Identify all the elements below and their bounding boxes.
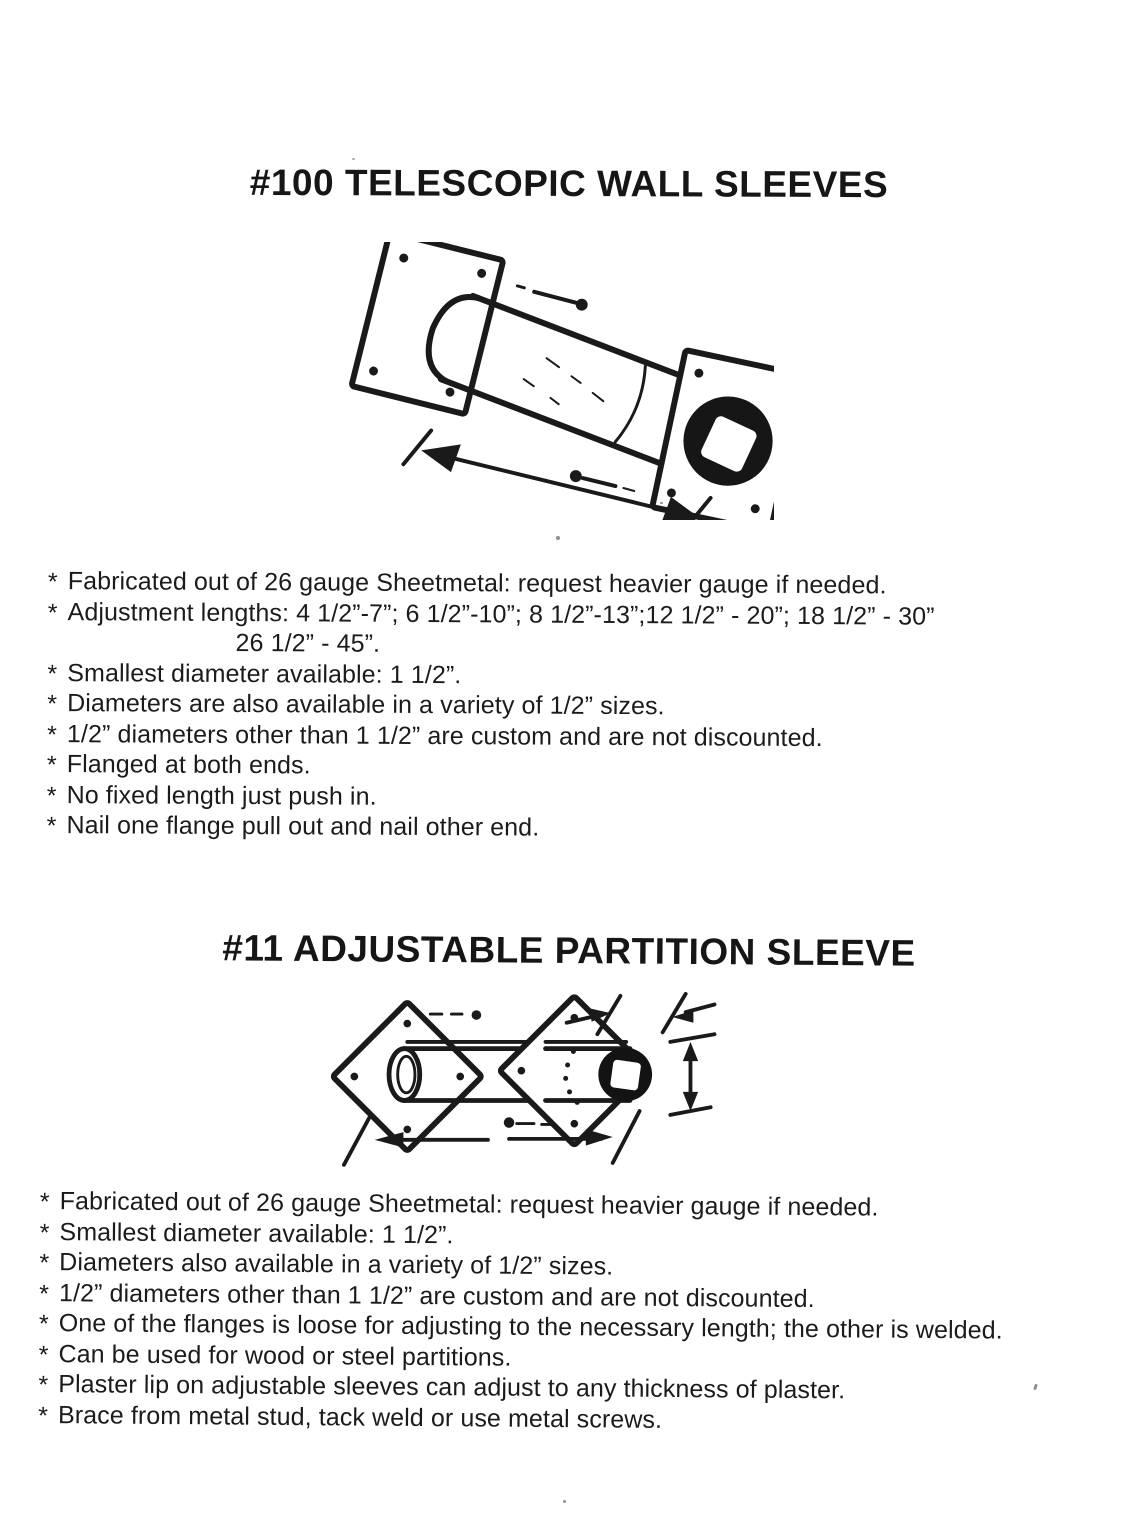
bullet-marker: * [47, 689, 58, 719]
bullet-marker: * [47, 659, 58, 688]
bullet-continuation-line [236, 628, 935, 662]
bullet-text: Smallest diameter available: 1 1/2”. [59, 1217, 454, 1249]
partition-sleeve-spec-list [38, 1186, 1004, 1438]
scan-speck [563, 1500, 566, 1503]
bullet-marker: * [38, 1370, 49, 1400]
bullet-marker: * [46, 811, 57, 841]
telescopic-wall-sleeve-drawing [338, 242, 774, 520]
bullet-marker: * [47, 598, 58, 627]
section-title-adjustable-partition-sleeve: #11 ADJUSTABLE PARTITION SLEEVE [222, 927, 916, 974]
bullet-marker: * [39, 1279, 50, 1308]
bullet-item [47, 810, 934, 845]
diameter-dimension-arrow [670, 1034, 714, 1115]
bullet-marker: * [46, 750, 57, 780]
bullet-text: Fabricated out of 26 gauge Sheetmetal: request heavier gauge if needed. [59, 1187, 879, 1222]
section-title-telescopic-wall-sleeves: #100 TELESCOPIC WALL SLEEVES [249, 161, 889, 206]
right-flange [652, 350, 774, 520]
bullet-marker: * [39, 1218, 50, 1247]
scan-speck [556, 536, 560, 540]
bullet-text: 26 1/2” - 45”. [235, 628, 381, 658]
bullet-item [47, 718, 934, 753]
scan-speck [1033, 1384, 1038, 1391]
bullet-marker: * [38, 1401, 49, 1430]
bullet-marker: * [38, 1340, 49, 1369]
telescopic-sleeve-illustration [338, 242, 774, 520]
bullet-item [47, 779, 934, 814]
bullet-text: Can be used for wood or steel partitions. [58, 1339, 512, 1372]
telescopic-sleeve-spec-list [47, 566, 935, 845]
sleeve-tube-assembly [338, 242, 774, 520]
screw-icon [517, 286, 587, 311]
bullet-text: Diameters are also available in a variety of 1/2” sizes. [67, 689, 665, 721]
bullet-text: Brace from metal stud, tack weld or use metal screws. [57, 1400, 663, 1434]
bullet-item [47, 657, 934, 692]
bullet-item [47, 749, 934, 784]
screw-icon [430, 1010, 481, 1020]
bullet-text: No fixed length just push in. [66, 780, 377, 811]
bullet-item [48, 566, 935, 601]
bullet-item [48, 596, 935, 631]
bullet-item [38, 1399, 1002, 1437]
scan-speck [660, 502, 663, 504]
bullet-text: Fabricated out of 26 gauge Sheetmetal: request heavier gauge if needed. [67, 567, 887, 600]
bullet-marker: * [39, 1187, 50, 1217]
bullet-marker: * [38, 1309, 49, 1339]
partition-sleeve-illustration [292, 992, 728, 1184]
bullet-text: Nail one flange pull out and nail other end. [66, 811, 540, 842]
bullet-marker: * [47, 720, 58, 749]
bullet-text: 1/2” diameters other than 1 1/2” are custom and are not discounted. [58, 1278, 815, 1313]
bullet-text: One of the flanges is loose for adjusting to the necessary length; the other is welded. [58, 1309, 1003, 1345]
bullet-text: Diameters also available in a variety of 1/2” sizes. [59, 1248, 614, 1281]
scan-speck [352, 158, 355, 160]
bullet-text: Smallest diameter available: 1 1/2”. [67, 658, 462, 689]
bullet-marker: * [46, 781, 57, 810]
bullet-text: 1/2” diameters other than 1 1/2” are custom and are not discounted. [66, 719, 823, 752]
bullet-text: Flanged at both ends. [66, 750, 311, 780]
left-flange [351, 242, 503, 414]
bullet-item [47, 688, 934, 723]
bullet-marker: * [39, 1248, 50, 1278]
bullet-marker: * [47, 568, 58, 597]
bullet-text: Plaster lip on adjustable sleeves can adjust to any thickness of plaster. [58, 1370, 846, 1405]
bullet-text: Adjustment lengths: 4 1/2”-7”; 6 1/2”-10”; 8 1/2”-13”;12 1/2” - 20”; 18 1/2” - 30” [67, 597, 935, 631]
adjustable-partition-sleeve-drawing [292, 992, 728, 1184]
